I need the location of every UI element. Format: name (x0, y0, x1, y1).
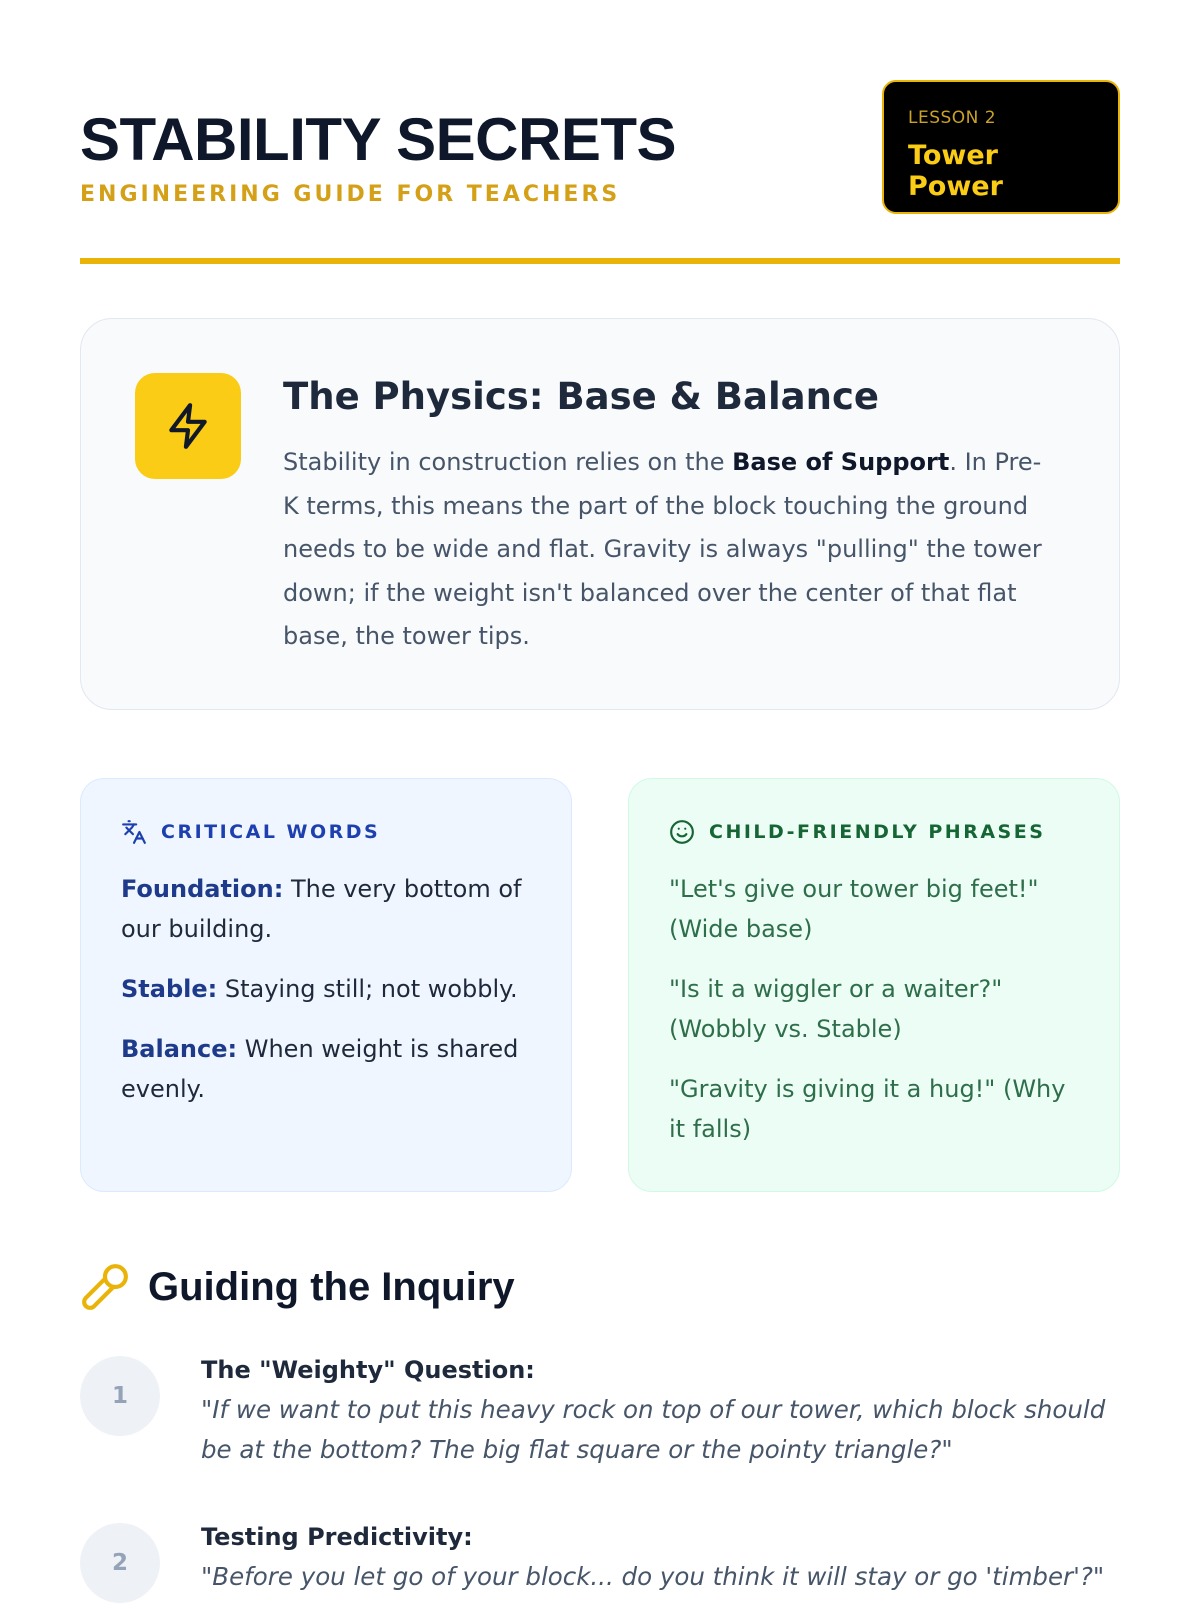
vocab-term: Foundation: (121, 875, 284, 903)
question-number: 1 (80, 1356, 160, 1436)
page-subtitle: ENGINEERING GUIDE FOR TEACHERS (80, 182, 621, 207)
critical-words-header (121, 819, 531, 845)
vocab-definition: The very bottom of our building. (121, 875, 522, 943)
lesson-name: Tower Power (908, 140, 1003, 202)
inquiry-heading: Guiding the Inquiry (148, 1264, 515, 1309)
lesson-badge (882, 80, 1120, 214)
lightning-bolt-icon (135, 373, 241, 479)
physics-text-end: . In Pre-K terms, this means the part of the block touching the ground needs to be wide and flat. Gravity is always "pulling" the tower down; if the weight isn't balanced over the center of that flat base, the tower tips. (283, 448, 1042, 650)
microphone-icon (80, 1262, 130, 1312)
inquiry-header (80, 1262, 515, 1312)
child-phrases-heading: CHILD-FRIENDLY PHRASES (709, 821, 1046, 843)
child-phrases-card (628, 778, 1120, 1192)
header (80, 80, 1120, 260)
translate-icon (121, 819, 147, 845)
physics-text-start: Stability in construction relies on the (283, 448, 733, 476)
vocab-definition: When weight is shared evenly. (121, 1035, 519, 1103)
question-text: "If we want to put this heavy rock on top of our tower, which block should be at the bottom? The big flat square or the pointy triangle?" (201, 1395, 1106, 1464)
header-divider (80, 258, 1120, 264)
question-number: 2 (80, 1523, 160, 1603)
lesson-number: LESSON 2 (908, 108, 997, 128)
question-title: The "Weighty" Question: (201, 1356, 535, 1384)
smiley-face-icon (669, 819, 695, 845)
physics-card (80, 318, 1120, 710)
question-title: Testing Predictivity: (201, 1523, 473, 1551)
vocab-item (121, 1029, 531, 1109)
phrase-item: "Gravity is giving it a hug!" (Why it falls) (669, 1075, 1066, 1143)
vocab-item (121, 969, 531, 1009)
critical-words-card (80, 778, 572, 1192)
physics-heading: The Physics: Base & Balance (283, 375, 879, 418)
vocab-definition: Staying still; not wobbly. (217, 975, 518, 1003)
phrase-item: "Let's give our tower big feet!" (Wide base) (669, 875, 1039, 943)
page-title: STABILITY SECRETS (80, 106, 677, 173)
vocab-term: Stable: (121, 975, 218, 1003)
physics-text-bold: Base of Support (732, 448, 950, 476)
child-phrases-header (669, 819, 1079, 845)
vocab-item (121, 869, 531, 949)
vocab-term: Balance: (121, 1035, 238, 1063)
phrase-item: "Is it a wiggler or a waiter?" (Wobbly vs. Stable) (669, 975, 1003, 1043)
question-text: "Before you let go of your block... do you think it will stay or go 'timber'?" (201, 1562, 1105, 1591)
critical-words-heading: CRITICAL WORDS (161, 821, 381, 843)
physics-text (283, 441, 1053, 659)
